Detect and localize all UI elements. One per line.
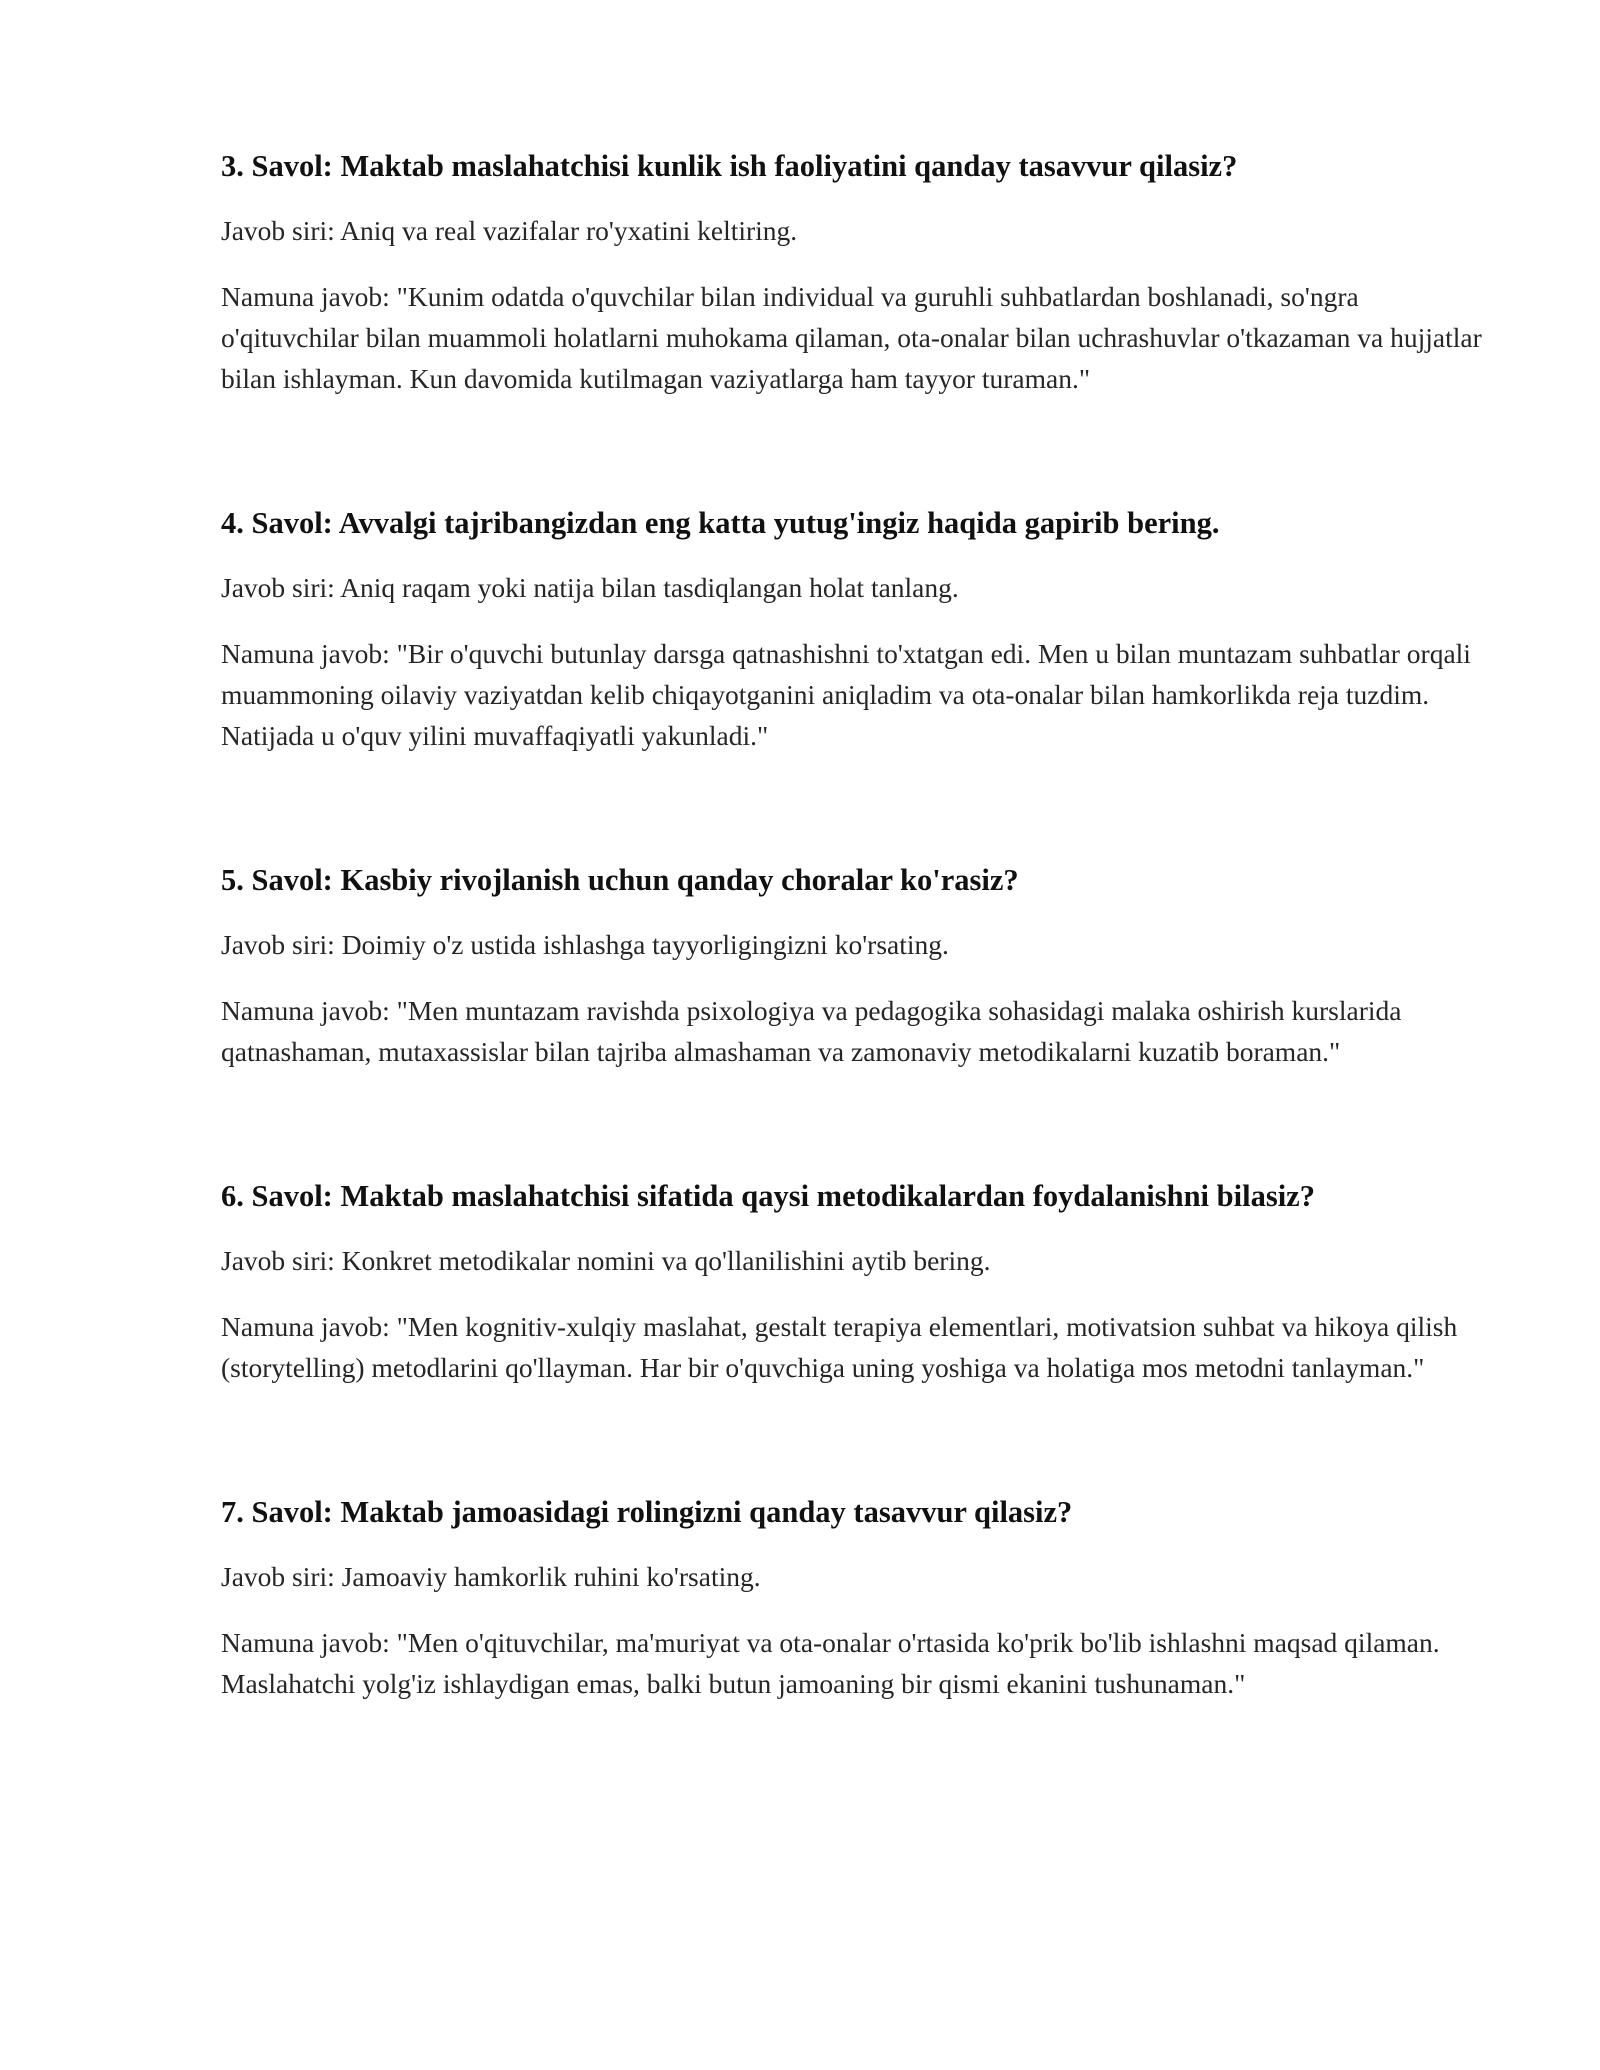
question-block-6 xyxy=(221,1176,1491,1388)
answer-hint: Javob siri: Doimiy o'z ustida ishlashga tayyorligingizni ko'rsating. xyxy=(221,929,949,960)
question-block-7 xyxy=(221,1492,1491,1704)
question-heading: 4. Savol: Avvalgi tajribangizdan eng katta yutug'ingiz haqida gapirib bering. xyxy=(221,506,1220,540)
question-block-4 xyxy=(221,503,1491,756)
answer-hint: Javob siri: Jamoaviy hamkorlik ruhini ko'rsating. xyxy=(221,1561,761,1592)
answer-hint: Javob siri: Aniq raqam yoki natija bilan tasdiqlangan holat tanlang. xyxy=(221,572,959,603)
question-block-5 xyxy=(221,860,1491,1072)
question-block-3 xyxy=(221,146,1491,399)
answer-hint: Javob siri: Konkret metodikalar nomini va qo'llanilishini aytib bering. xyxy=(221,1245,991,1276)
sample-answer: Namuna javob: "Men kognitiv-xulqiy maslahat, gestalt terapiya elementlari, motivatsion suhbat va hikoya qilish (storytelling) metodlarini qo'llayman. Har bir o'quvchiga uning yoshiga va holatiga mos metodni tanlayman." xyxy=(221,1311,1458,1383)
sample-answer: Namuna javob: "Men o'qituvchilar, ma'muriyat va ota-onalar o'rtasida ko'prik bo'lib ishlashni maqsad qilaman. Maslahatchi yolg'iz ishlaydigan emas, balki butun jamoaning bir qismi ekanini tushunaman." xyxy=(221,1627,1440,1699)
sample-answer: Namuna javob: "Bir o'quvchi butunlay darsga qatnashishni to'xtatgan edi. Men u bilan muntazam suhbatlar orqali muammoning oilaviy vaziyatdan kelib chiqayotganini aniqladim va ota-onalar bilan hamkorlikda reja tuzdim. Natijada u o'quv yilini muvaffaqiyatli yakunladi." xyxy=(221,638,1471,751)
document-page xyxy=(221,146,1491,1808)
question-heading: 6. Savol: Maktab maslahatchisi sifatida qaysi metodikalardan foydalanishni bilasiz? xyxy=(221,1179,1315,1213)
sample-answer: Namuna javob: "Kunim odatda o'quvchilar bilan individual va guruhli suhbatlardan boshlanadi, so'ngra o'qituvchilar bilan muammoli holatlarni muhokama qilaman, ota-onalar bilan uchrashuvlar o'tkazaman va hujjatlar bilan ishlayman. Kun davomida kutilmagan vaziyatlarga ham tayyor turaman." xyxy=(221,281,1482,394)
question-heading: 5. Savol: Kasbiy rivojlanish uchun qanday choralar ko'rasiz? xyxy=(221,863,1019,897)
question-heading: 7. Savol: Maktab jamoasidagi rolingizni qanday tasavvur qilasiz? xyxy=(221,1495,1073,1529)
answer-hint: Javob siri: Aniq va real vazifalar ro'yxatini keltiring. xyxy=(221,215,798,246)
question-heading: 3. Savol: Maktab maslahatchisi kunlik ish faoliyatini qanday tasavvur qilasiz? xyxy=(221,149,1238,183)
sample-answer: Namuna javob: "Men muntazam ravishda psixologiya va pedagogika sohasidagi malaka oshirish kurslarida qatnashaman, mutaxassislar bilan tajriba almashaman va zamonaviy metodikalarni kuzatib boraman." xyxy=(221,995,1402,1067)
